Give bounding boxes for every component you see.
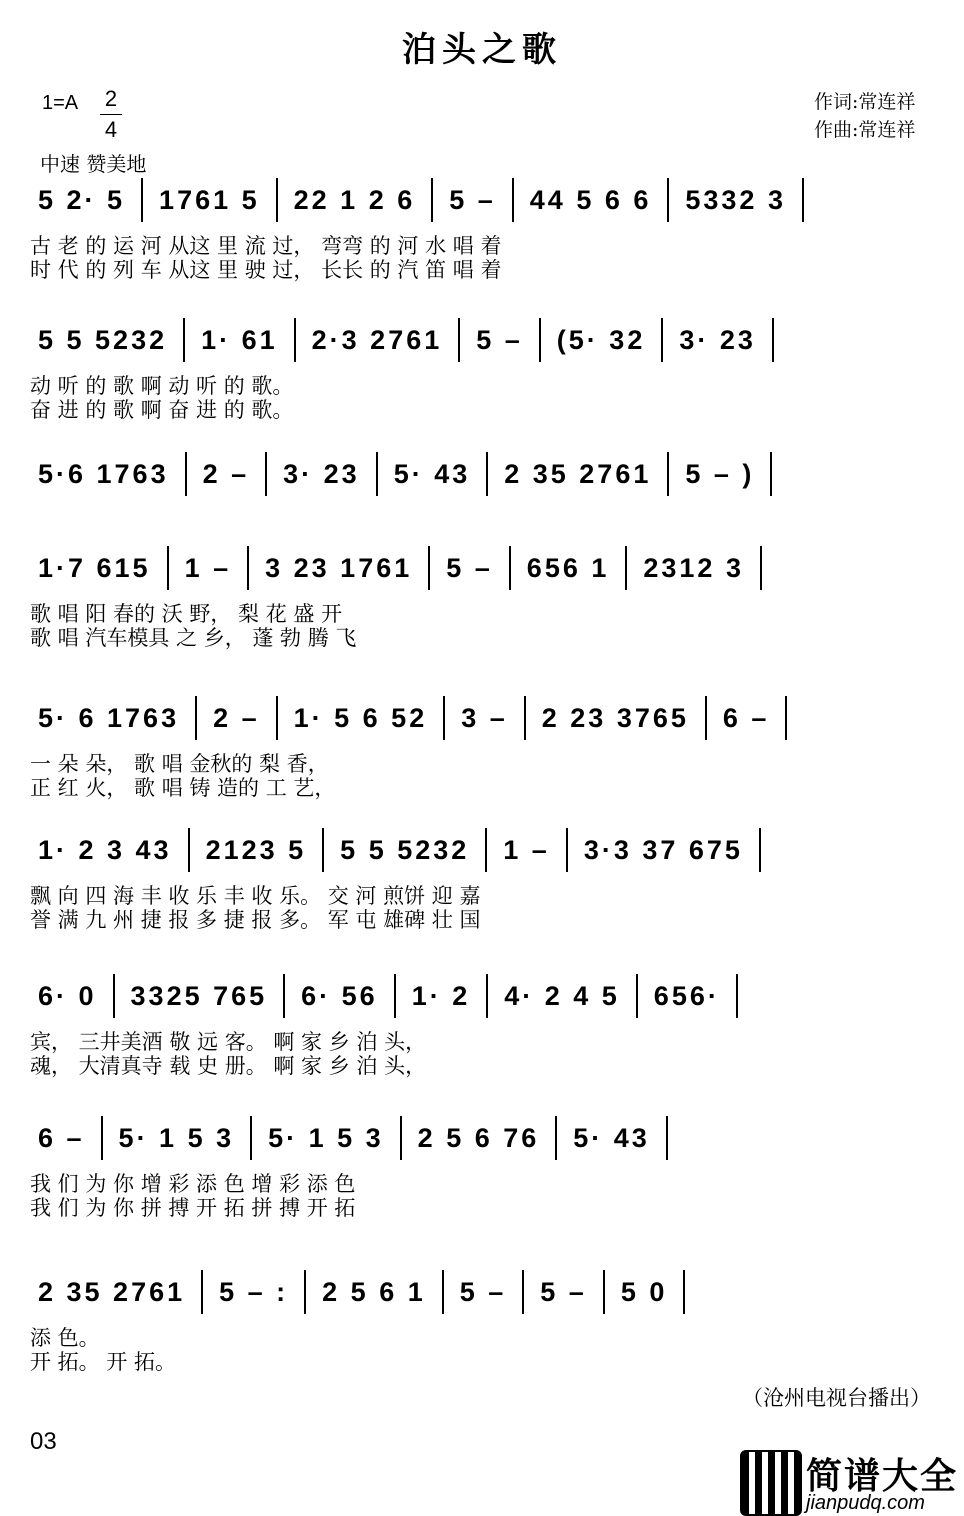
measure: (5· 32 <box>556 324 646 355</box>
broadcast-note: （沧州电视台播出） <box>742 1386 931 1410</box>
lyric-verse-2: 奋 进 的 歌 啊 奋 进 的 歌。 <box>30 398 294 422</box>
barline <box>185 452 187 496</box>
measure: 5· 6 1763 <box>38 702 180 733</box>
lyric-verse-1: 动 听 的 歌 啊 动 听 的 歌。 <box>30 374 294 398</box>
measure: 3 – <box>461 702 508 733</box>
lyric-verse-2: 誉 满 九 州 捷 报 多 捷 报 多。 军 屯 雄碑 壮 国 <box>30 908 481 932</box>
lyric-verse-1: 添 色。 <box>30 1326 100 1350</box>
notation-row <box>30 688 940 748</box>
piano-keys-icon <box>740 1450 802 1516</box>
barline <box>802 178 804 222</box>
barline <box>250 1116 252 1160</box>
measure: 2123 5 <box>205 834 307 865</box>
measure: 2 23 3765 <box>541 702 689 733</box>
notation-row <box>30 820 940 880</box>
measure: 2 – <box>213 702 260 733</box>
measure: 5 5 5232 <box>38 324 168 355</box>
measure: 5 0 <box>620 1276 668 1307</box>
lyric-verse-1: 宾， 三井美酒 敬 远 客。 啊 家 乡 泊 头， <box>30 1030 427 1054</box>
barline <box>167 546 169 590</box>
measure: 656· <box>653 980 720 1011</box>
barline <box>247 546 249 590</box>
barline <box>772 318 774 362</box>
barline <box>376 452 378 496</box>
barline <box>183 318 185 362</box>
barline <box>625 546 627 590</box>
barline <box>485 828 487 872</box>
measure: 5 2· 5 <box>38 184 126 215</box>
key-signature <box>42 86 118 142</box>
measure: 2 5 6 76 <box>417 1122 540 1153</box>
barline <box>195 696 197 740</box>
page-number: 03 <box>30 1428 57 1455</box>
measure: 2 – <box>202 458 250 489</box>
measure: 5· 43 <box>393 458 471 489</box>
credits <box>814 88 915 144</box>
measure: 6· 56 <box>301 980 378 1011</box>
barline <box>524 696 526 740</box>
lyric-verse-1: 我 们 为 你 增 彩 添 色 增 彩 添 色 <box>30 1172 356 1196</box>
measure: 6 – <box>722 702 770 733</box>
measure: 5 – : <box>219 1276 289 1307</box>
barline <box>785 696 787 740</box>
barline <box>705 696 707 740</box>
barline <box>322 828 324 872</box>
measure: 5332 3 <box>685 184 786 215</box>
measure: 5· 1 5 3 <box>118 1122 235 1153</box>
lyric-verse-2: 开 拓。 开 拓。 <box>30 1350 177 1374</box>
lyric-verse-1: 一 朵 朵， 歌 唱 金秋的 梨 香， <box>30 752 329 776</box>
measure: 1·7 615 <box>38 552 151 583</box>
measure: 5·6 1763 <box>38 458 169 489</box>
barline <box>509 546 511 590</box>
measure: 3· 23 <box>283 458 360 489</box>
measure: 5 – <box>446 552 493 583</box>
barline <box>522 1270 524 1314</box>
barline <box>101 1116 103 1160</box>
lyric-verse-2: 我 们 为 你 拼 搏 开 拓 拼 搏 开 拓 <box>30 1196 356 1220</box>
notation-row <box>30 310 940 370</box>
barline <box>276 696 278 740</box>
site-logo <box>740 1448 964 1516</box>
barline <box>431 178 433 222</box>
barline <box>304 1270 306 1314</box>
barline <box>759 828 761 872</box>
song-title: 泊头之歌 <box>402 30 562 70</box>
measure: 1· 2 <box>411 980 471 1011</box>
notation-row <box>30 1108 940 1168</box>
barline <box>442 1270 444 1314</box>
barline <box>394 974 396 1018</box>
barline <box>113 974 115 1018</box>
measure: 4· 2 4 5 <box>504 980 620 1011</box>
time-signature <box>100 84 122 145</box>
measure: 22 1 2 6 <box>293 184 416 215</box>
measure: 3 23 1761 <box>265 552 413 583</box>
notation-row <box>30 1262 940 1322</box>
measure: 1· 2 3 43 <box>38 834 172 865</box>
lyric-verse-2: 时 代 的 列 车 从这 里 驶 过， 长长 的 汽 笛 唱 着 <box>30 258 502 282</box>
lyric-verse-2: 歌 唱 汽车模具 之 乡， 蓬 勃 腾 飞 <box>30 626 357 650</box>
barline <box>736 974 738 1018</box>
measure: 2·3 2761 <box>311 324 443 355</box>
key-prefix: 1=A <box>42 92 79 114</box>
lyric-verse-1: 古 老 的 运 河 从这 里 流 过， 弯弯 的 河 水 唱 着 <box>30 234 502 258</box>
barline <box>539 318 541 362</box>
barline <box>555 1116 557 1160</box>
logo-site: jianpudq.com <box>806 1492 925 1514</box>
measure: 5 5 5232 <box>340 834 470 865</box>
measure: 5 – <box>449 184 496 215</box>
measure: 2 35 2761 <box>504 458 652 489</box>
notation-row <box>30 538 940 598</box>
barline <box>400 1116 402 1160</box>
notation-row <box>30 444 940 504</box>
barline <box>667 178 669 222</box>
barline <box>603 1270 605 1314</box>
lyricist: 作词:常连祥 <box>814 91 916 113</box>
barline <box>188 828 190 872</box>
barline <box>458 318 460 362</box>
measure: 5 – <box>540 1276 587 1307</box>
measure: 1· 61 <box>201 324 278 355</box>
measure: 3· 23 <box>679 324 756 355</box>
measure: 5· 43 <box>573 1122 650 1153</box>
barline <box>666 1116 668 1160</box>
logo-name: 简谱大全 <box>806 1455 959 1497</box>
lyric-verse-1: 飘 向 四 海 丰 收 乐 丰 收 乐。 交 河 煎饼 迎 嘉 <box>30 884 481 908</box>
barline <box>566 828 568 872</box>
barline <box>760 546 762 590</box>
measure: 6· 0 <box>38 980 97 1011</box>
barline <box>512 178 514 222</box>
measure: 44 5 6 6 <box>529 184 652 215</box>
barline <box>265 452 267 496</box>
time-bottom: 4 <box>104 117 118 142</box>
barline <box>661 318 663 362</box>
barline <box>486 974 488 1018</box>
lyric-verse-1: 歌 唱 阳 春的 沃 野， 梨 花 盛 开 <box>30 602 343 626</box>
measure: 656 1 <box>526 552 610 583</box>
measure: 6 – <box>38 1122 85 1153</box>
measure: 5 – <box>476 324 523 355</box>
measure: 1· 5 6 52 <box>293 702 428 733</box>
barline <box>636 974 638 1018</box>
measure: 1 – <box>503 834 550 865</box>
barline <box>667 452 669 496</box>
barline <box>276 178 278 222</box>
measure: 2 5 6 1 <box>322 1276 426 1307</box>
measure: 2 35 2761 <box>38 1276 186 1307</box>
tempo-marking: 中速 赞美地 <box>40 152 147 176</box>
measure: 2312 3 <box>643 552 744 583</box>
measure: 5 – <box>459 1276 507 1307</box>
measure: 5· 1 5 3 <box>268 1122 384 1153</box>
barline <box>428 546 430 590</box>
barline <box>141 178 143 222</box>
time-top: 2 <box>104 86 118 111</box>
measure: 1761 5 <box>159 184 260 215</box>
barline <box>294 318 296 362</box>
barline <box>486 452 488 496</box>
notation-row <box>30 966 940 1026</box>
measure: 3325 765 <box>130 980 268 1011</box>
notation-row <box>30 170 940 230</box>
composer: 作曲:常连祥 <box>814 119 916 141</box>
measure: 1 – <box>184 552 232 583</box>
barline <box>443 696 445 740</box>
barline <box>770 452 772 496</box>
lyric-verse-2: 正 红 火， 歌 唱 铸 造的 工 艺， <box>30 776 336 800</box>
measure: 5 – ) <box>685 458 755 489</box>
barline <box>283 974 285 1018</box>
measure: 3·3 37 675 <box>583 834 743 865</box>
barline <box>683 1270 685 1314</box>
lyric-verse-2: 魂， 大清真寺 载 史 册。 啊 家 乡 泊 头， <box>30 1054 427 1078</box>
barline <box>201 1270 203 1314</box>
